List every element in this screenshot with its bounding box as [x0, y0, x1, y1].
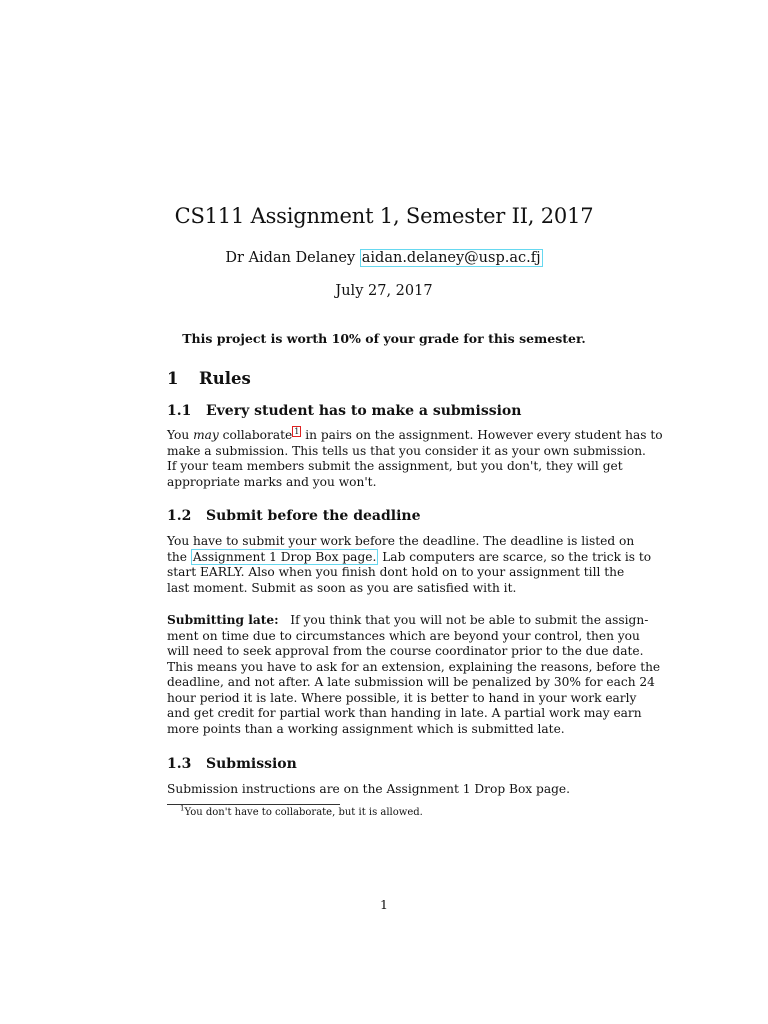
- paragraph-line: and get credit for partial work than handing in late. A partial work may earn: [167, 706, 642, 720]
- run-in-heading: Submitting late:: [167, 613, 279, 627]
- footnote-marker: 1: [180, 804, 185, 813]
- author-email-link[interactable]: aidan.delaney@usp.ac.fj: [361, 250, 541, 266]
- subsection-heading-1-2: [167, 508, 420, 524]
- footnote-divider: [167, 804, 340, 805]
- paragraph-1-3: [167, 782, 600, 798]
- paragraph-line: will need to seek approval from the course coordinator prior to the due date.: [167, 644, 644, 658]
- grade-worth-statement: This project is worth 10% of your grade for this semester.: [182, 331, 586, 346]
- footnote-text: You don't have to collaborate, but it is allowed.: [184, 807, 423, 818]
- paragraph-line: Submission instructions are on the Assignment 1 Drop Box page.: [167, 782, 570, 796]
- paragraph-line: more points than a working assignment which is submitted late.: [167, 721, 565, 736]
- subsection-heading-1-3: [167, 756, 297, 772]
- paragraph-line: appropriate marks and you won't.: [167, 474, 377, 489]
- paragraph-line: start EARLY. Also when you finish dont hold on to your assignment till the: [167, 565, 625, 579]
- document-date: July 27, 2017: [335, 283, 433, 299]
- paragraph-1-2: [167, 534, 652, 596]
- paragraph-line: hour period it is late. Where possible, it is better to hand in your work early: [167, 690, 637, 705]
- footnote-reference-link[interactable]: 1: [294, 426, 300, 436]
- subsection-number: 1.1: [167, 403, 192, 419]
- subsection-number: 1.2: [167, 508, 192, 524]
- subsection-title: Every student has to make a submission: [206, 403, 522, 419]
- subsection-number: 1.3: [167, 756, 192, 772]
- document-title: CS111 Assignment 1, Semester II, 2017: [174, 204, 594, 228]
- page-number: 1: [380, 897, 388, 912]
- subsection-heading-1-1: [167, 403, 521, 419]
- paragraph-1-1: [167, 426, 663, 490]
- paragraph-line: You have to submit your work before the deadline. The deadline is listed on: [167, 534, 635, 548]
- paragraph-line: ment on time due to circumstances which are beyond your control, then you: [167, 628, 640, 643]
- paragraph-line: If your team members submit the assignment, but you don't, they will get: [167, 459, 623, 473]
- paragraph-submitting-late: [167, 613, 661, 737]
- paragraph-line: This means you have to ask for an extension, explaining the reasons, before the: [167, 659, 661, 674]
- paragraph-line: You may collaborate $^1$ in pairs on the assignment. However every student has to: [167, 426, 663, 442]
- paragraph-line: deadline, and not after. A late submission will be penalized by 30% for each 24: [167, 675, 655, 689]
- paragraph-line: Submitting late: If you think that you will not be able to submit the assign-: [167, 613, 649, 627]
- emphasis-may: may: [193, 428, 219, 442]
- section-number: 1: [167, 369, 179, 388]
- author-name: Dr Aidan Delaney: [225, 250, 356, 266]
- drop-box-page-link[interactable]: Assignment 1 Drop Box page.: [192, 549, 377, 564]
- paragraph-line: last moment. Submit as soon as you are satisfied with it.: [167, 580, 517, 595]
- subsection-title: Submission: [206, 756, 297, 772]
- section-heading-rules: [167, 369, 251, 388]
- footnote: [180, 804, 423, 818]
- paragraph-line: make a submission. This tells us that you consider it as your own submission.: [167, 443, 646, 458]
- section-title: Rules: [199, 369, 251, 388]
- subsection-title: Submit before the deadline: [206, 508, 421, 524]
- paragraph-line: the Assignment 1 Drop Box page. Lab computers are scarce, so the trick is to: [167, 549, 652, 564]
- author-line: [0, 250, 768, 266]
